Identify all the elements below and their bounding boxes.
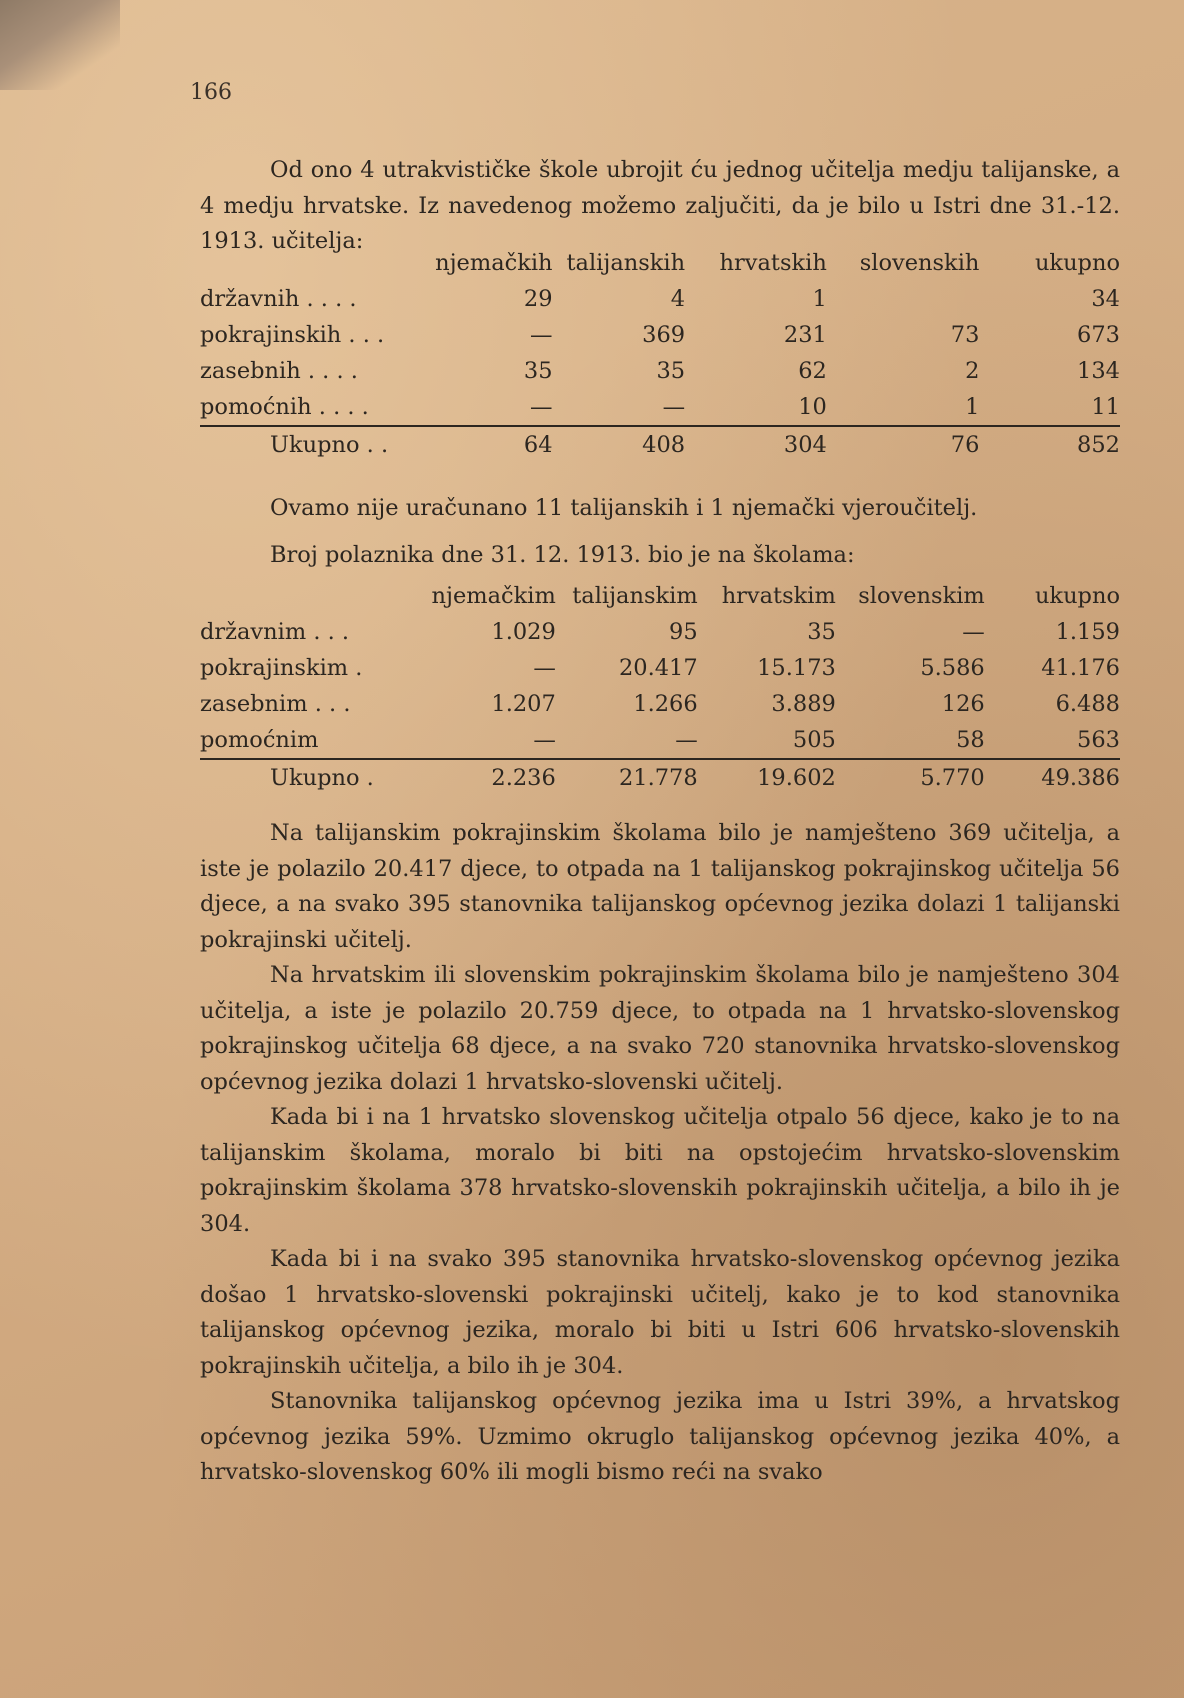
pupils-header-cell: ukupno xyxy=(1034,583,1120,609)
total-cell: 76 xyxy=(827,426,980,463)
table-cell: 10 xyxy=(798,394,827,420)
pupils-header-cell: slovenskim xyxy=(858,583,985,609)
total-cell: 64 xyxy=(435,426,552,463)
pupils-intro: Broj polaznika dne 31. 12. 1913. bio je na školama: xyxy=(270,542,855,568)
table-cell: — xyxy=(962,619,985,645)
table-row xyxy=(200,686,1120,722)
teachers-header-cell: talijanskih xyxy=(566,250,686,276)
table-row xyxy=(200,650,1120,686)
table-cell: 2 xyxy=(965,358,980,384)
table-cell: — xyxy=(675,727,698,753)
body-paragraph: Na talijanskim pokrajinskim školama bilo je namješteno 369 učitelja, a iste je polazilo 20.417 djece, to otpada na 1 talijanskog pokrajinskog učitelja 56 djece, a na svako 395 stanovnika talijanskog općevnog jezika dolazi 1 talijanski pokrajinski učitelj. xyxy=(200,820,1120,953)
table-cell: 369 xyxy=(642,322,686,348)
intro-paragraph: Od ono 4 utrakvističke škole ubrojit ću jednog učitelja medju talijanske, a 4 medju hrvatske. Iz navedenog možemo zaljučiti, da je bilo u Istri dne 31.-12. 1913. učitelja: xyxy=(200,157,1120,254)
table-cell: 1 xyxy=(965,394,980,420)
table-cell: 73 xyxy=(950,322,980,348)
page-number: 166 xyxy=(190,80,232,105)
row-label: državnim . . . xyxy=(200,619,350,645)
teachers-header-cell: slovenskih xyxy=(859,250,980,276)
pupils-table xyxy=(200,578,1120,796)
row-label: zasebnih . . . . xyxy=(200,358,358,384)
teachers-header-row xyxy=(200,245,1120,281)
table-cell: 673 xyxy=(1077,322,1120,348)
table-cell: 126 xyxy=(941,691,985,717)
table-cell: — xyxy=(530,394,553,420)
table-cell: 231 xyxy=(783,322,827,348)
body-paragraph: Na hrvatskim ili slovenskim pokrajinskim školama bilo je namješteno 304 učitelja, a iste je polazilo 20.759 djece, to otpada na 1 hrvatsko-slovenskog pokrajinskog učitelja 68 djece, a na svako 720 stanovnika hrvatsko-slovenskog općevnog jezika dolazi 1 hrvatsko-slovenski učitelj. xyxy=(200,962,1120,1095)
total-cell: 5.770 xyxy=(836,759,985,796)
total-row xyxy=(200,426,1120,463)
body-paragraph: Stanovnika talijanskog općevnog jezika ima u Istri 39%, a hrvatskog općevnog jezika 59%. Uzmimo okruglo talijanskog općevnog jezika 40%, a hrvatsko-slovenskog 60% ili mogli bismo reći na svako xyxy=(200,1388,1120,1485)
row-label: pomoćnih . . . . xyxy=(200,394,369,420)
table-cell: 6.488 xyxy=(1055,691,1120,717)
row-label: državnih . . . . xyxy=(200,286,357,312)
body-paragraph: Kada bi i na 1 hrvatsko slovenskog učitelja otpalo 56 djece, kako je to na talijanskim školama, moralo bi biti na opstojećim hrvatsko-slovenskim pokrajinskim školama 378 hrvatsko-slovenskih pokrajinskih učitelja, a bilo ih je 304. xyxy=(200,1104,1120,1237)
table-cell: — xyxy=(533,655,556,681)
table-cell: 35 xyxy=(523,358,553,384)
table-row xyxy=(200,317,1120,353)
table-cell: — xyxy=(533,727,556,753)
row-label: pokrajinskih . . . xyxy=(200,322,385,348)
total-cell: 2.236 xyxy=(432,759,556,796)
table-cell: — xyxy=(662,394,686,420)
table-cell: 35 xyxy=(656,358,686,384)
teachers-header-cell: ukupno xyxy=(1034,250,1120,276)
table-cell: 15.173 xyxy=(757,655,836,681)
pupils-header-cell: talijanskim xyxy=(572,583,698,609)
table-cell: 4 xyxy=(670,286,686,312)
table-cell: 41.176 xyxy=(1041,655,1120,681)
table-cell: 35 xyxy=(807,619,836,645)
teachers-note: Ovamo nije uračunano 11 talijanskih i 1 njemački vjeroučitelj. xyxy=(270,495,978,521)
body-text xyxy=(200,816,1120,1491)
total-row xyxy=(200,759,1120,796)
table-cell: 3.889 xyxy=(771,691,836,717)
table-row xyxy=(200,281,1120,317)
pupils-header-cell xyxy=(200,578,432,614)
table-cell: 1.207 xyxy=(491,691,556,717)
table-cell: 1 xyxy=(812,286,827,312)
table-row xyxy=(200,389,1120,426)
table-cell: 58 xyxy=(956,727,985,753)
table-row xyxy=(200,353,1120,389)
teachers-header-cell: hrvatskih xyxy=(719,250,827,276)
table-cell: 5.586 xyxy=(920,655,985,681)
row-label: zasebnim . . . xyxy=(200,691,351,717)
table-cell: — xyxy=(530,322,553,348)
table-cell: 29 xyxy=(523,286,553,312)
row-label: pokrajinskim . xyxy=(200,655,363,681)
pupils-header-cell: njemačkim xyxy=(431,583,556,609)
pupils-header-cell: hrvatskim xyxy=(721,583,836,609)
table-row xyxy=(200,614,1120,650)
total-cell: 21.778 xyxy=(556,759,698,796)
total-cell: 408 xyxy=(553,426,686,463)
total-label: Ukupno . xyxy=(200,759,432,796)
table-cell: 95 xyxy=(669,619,698,645)
table-cell: 1.266 xyxy=(633,691,698,717)
teachers-header-cell xyxy=(200,245,435,281)
total-cell: 19.602 xyxy=(698,759,836,796)
table-cell: 1.159 xyxy=(1055,619,1120,645)
table-cell: 34 xyxy=(1091,286,1120,312)
row-label: pomoćnim xyxy=(200,727,319,753)
total-cell: 304 xyxy=(685,426,827,463)
table-cell: 1.029 xyxy=(491,619,556,645)
pupils-header-row xyxy=(200,578,1120,614)
table-cell: 20.417 xyxy=(618,655,698,681)
total-cell: 852 xyxy=(979,426,1120,463)
table-cell xyxy=(827,281,980,317)
teachers-table xyxy=(200,245,1120,463)
table-cell: 134 xyxy=(1077,358,1120,384)
table-cell: 505 xyxy=(792,727,836,753)
page-corner-shadow xyxy=(0,0,120,90)
table-cell: 62 xyxy=(798,358,827,384)
table-cell: 11 xyxy=(1091,394,1120,420)
table-cell: 563 xyxy=(1077,727,1120,753)
table-row xyxy=(200,722,1120,759)
total-label: Ukupno . . xyxy=(200,426,435,463)
total-cell: 49.386 xyxy=(985,759,1120,796)
teachers-header-cell: njemačkih xyxy=(435,250,553,276)
body-paragraph: Kada bi i na svako 395 stanovnika hrvatsko-slovenskog općevnog jezika došao 1 hrvatsko-slovenski pokrajinski učitelj, kako je to kod stanovnika talijanskog općevnog jezika, moralo bi biti u Istri 606 hrvatsko-slovenskih pokrajinskih učitelja, a bilo ih je 304. xyxy=(200,1246,1120,1379)
